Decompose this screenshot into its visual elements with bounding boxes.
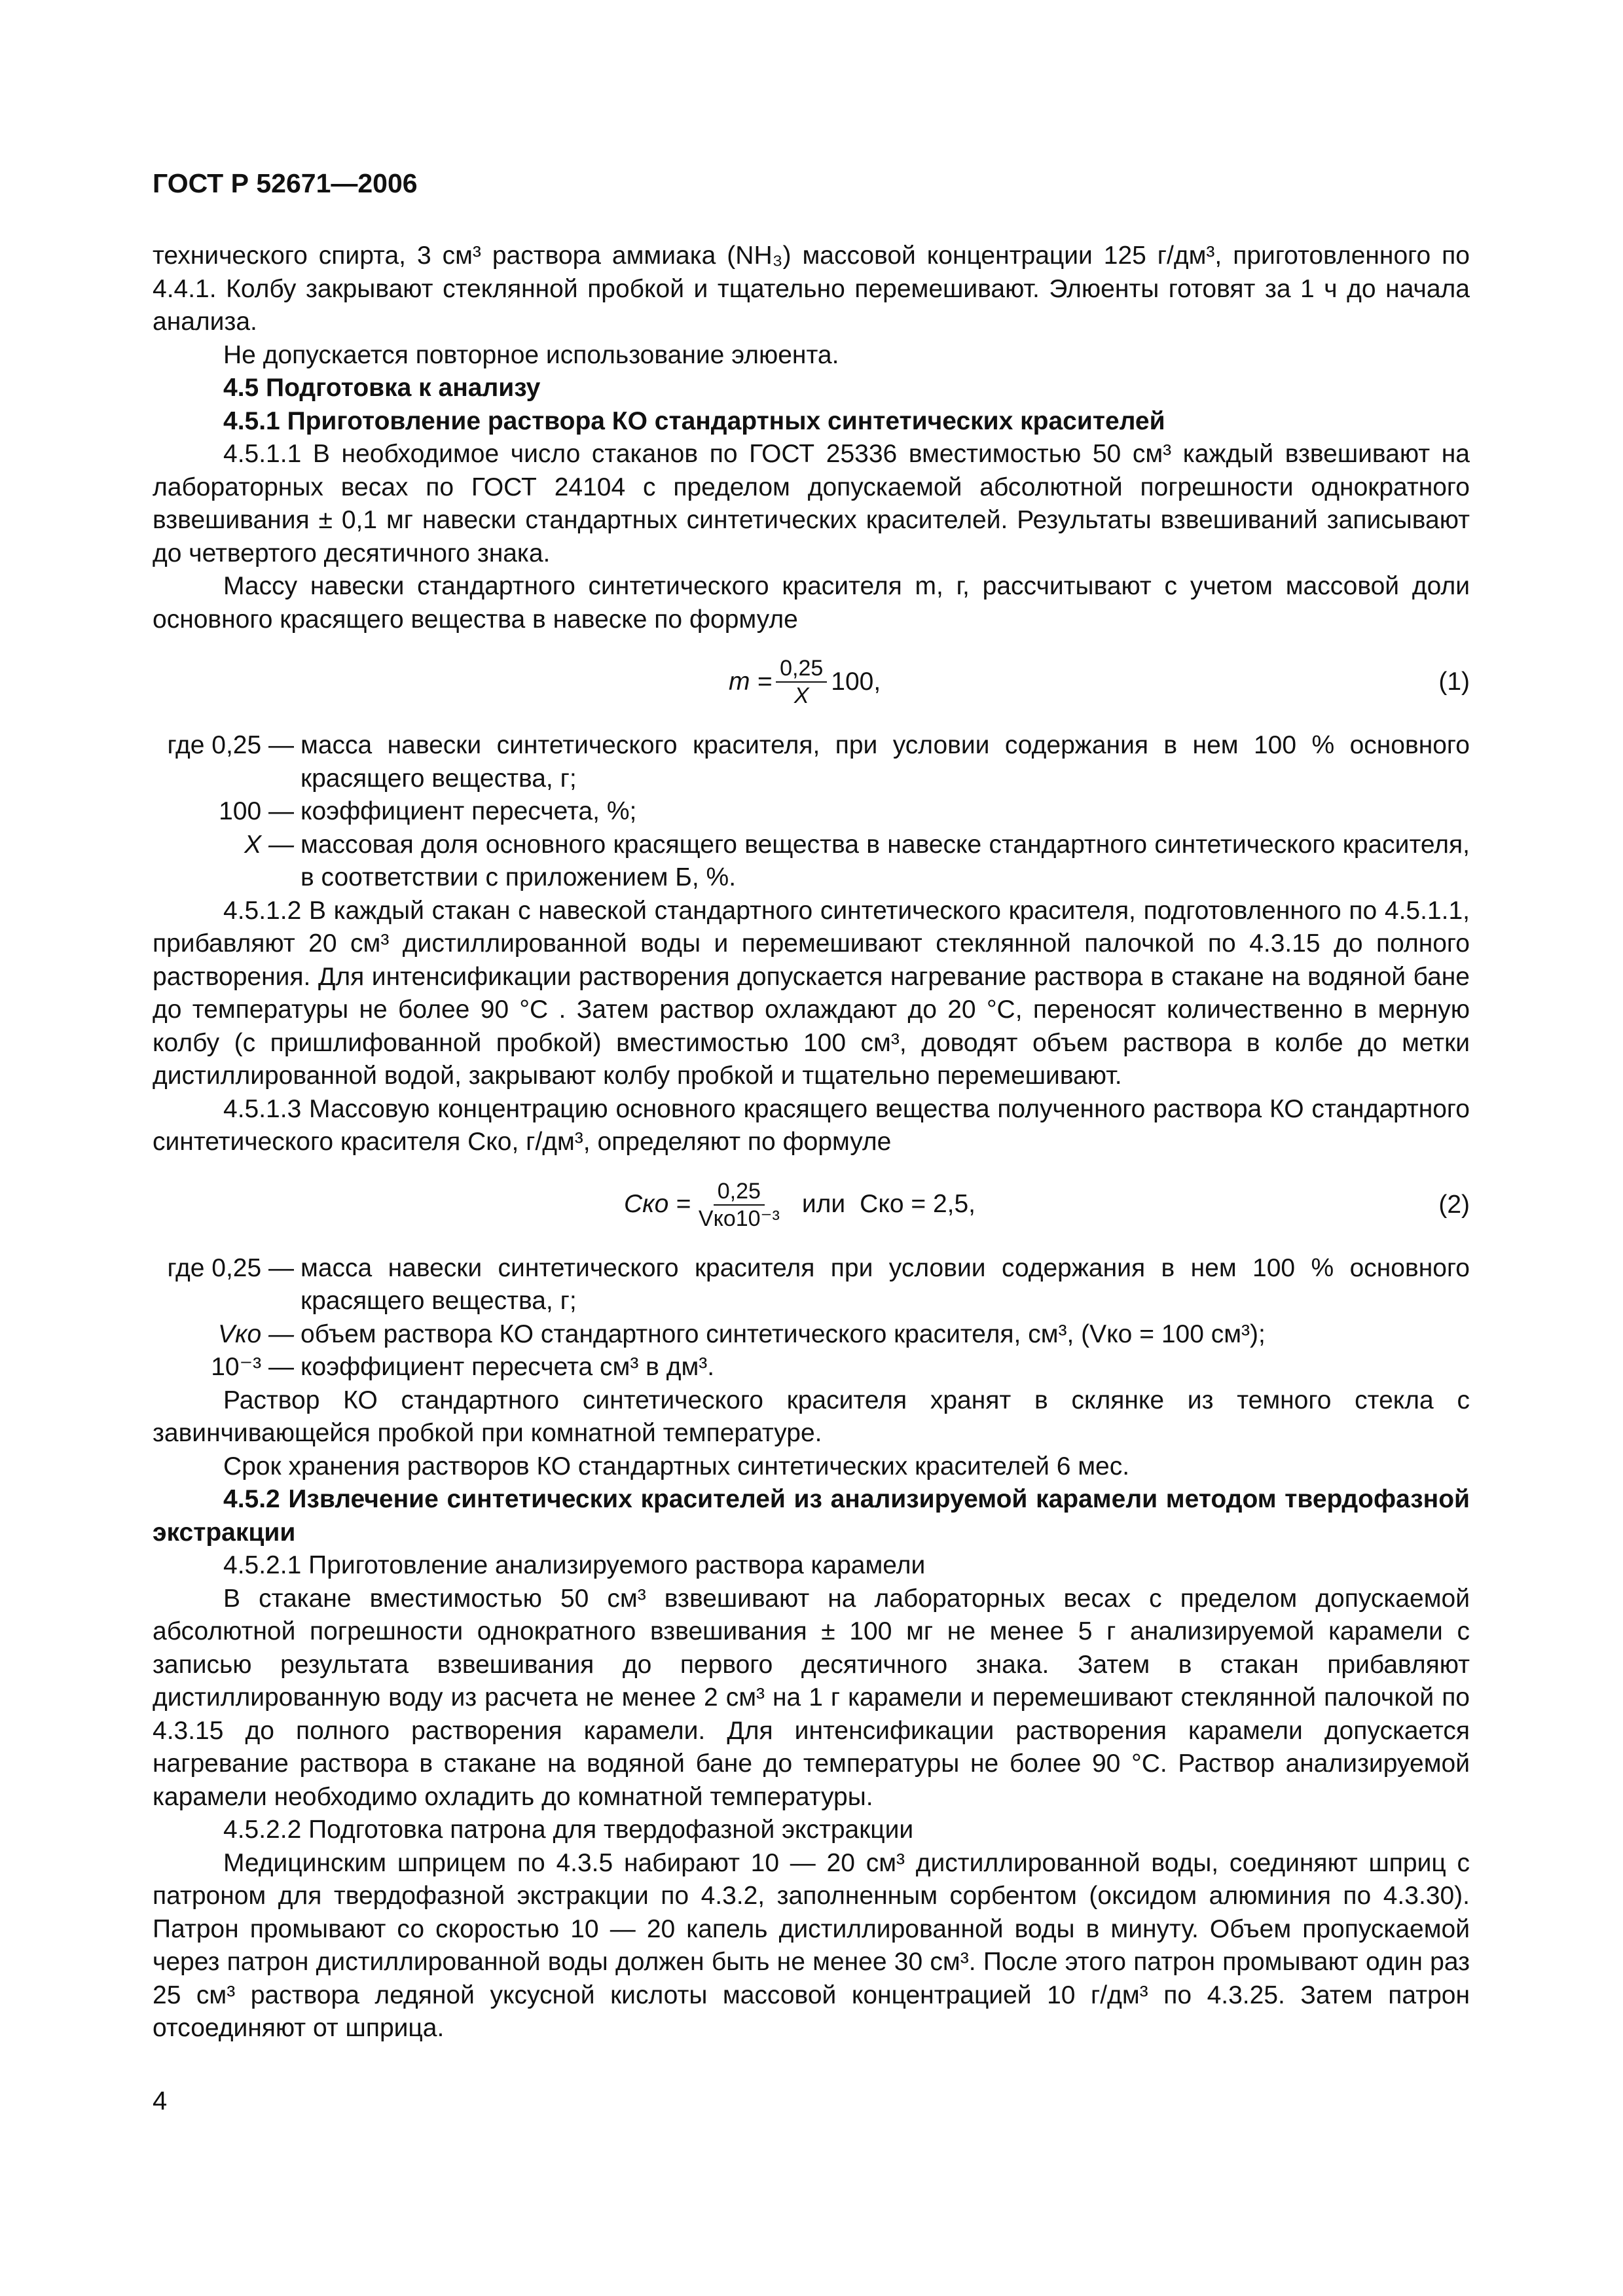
document-header: ГОСТ Р 52671—2006 [153,168,418,198]
formula-2-fraction [695,1178,784,1232]
where-list-1 [153,729,1470,895]
where-list-2 [153,1252,1470,1384]
where-1-desc-0: масса навески синтетического красителя, при условии содержания в нем 100 % основного красящего вещества, г; [301,731,1470,793]
formula-2-or: или [801,1190,846,1219]
formula-1-lhs: m = [729,667,773,696]
paragraph-eluent-prep: технического спирта, 3 см³ раствора аммиака (NH₃) массовой концентрации 125 г/дм³, приготовленного по 4.4.1. Колбу закрывают стеклянной пробкой и тщательно перемешивают. Элюенты готовят за 1 ч до начала анализа. [153,242,1470,336]
formula-2-lhs: Cко = [624,1190,691,1219]
where-1-desc-1: коэффициент пересчета, %; [301,797,637,825]
formula-2-number: (2) [1438,1190,1470,1219]
formula-2-denominator: Vко10⁻³ [698,1206,780,1231]
where-2-desc-1: объем раствора КО стандартного синтетического красителя, см³, (Vко = 100 см³); [301,1319,1266,1348]
where-1-symbol-0: где 0,25 — [167,731,294,759]
where-2-desc-0: масса навески синтетического красителя при условии содержания в нем 100 % основного красящего вещества, г; [301,1253,1470,1315]
formula-1-number: (1) [1438,668,1470,696]
paragraph-4-5-1-1: 4.5.1.1 В необходимое число стаканов по ГОСТ 25336 вместимостью 50 см³ каждый взвешивают на лабораторных весах по ГОСТ 24104 с пределом допускаемой абсолютной погрешности однократного взвешивания ± 0,1 мг навески стандартных синтетических красителей. Результаты взвешиваний записывают до четвертого десятичного знака. [153,440,1470,567]
heading-4-5-2-2: 4.5.2.2 Подготовка патрона для твердофазной экстракции [223,1816,914,1844]
formula-2-rhs: Cко = 2,5, [860,1190,976,1219]
formula-2-numerator: 0,25 [714,1178,765,1206]
heading-4-5-1: 4.5.1 Приготовление раствора КО стандартных синтетических красителей [223,406,1165,435]
formula-2 [153,1172,1470,1238]
formula-1-rest: 100, [831,667,881,696]
where-1-desc-2: массовая доля основного красящего вещества в навеске стандартного синтетического красителя, в соответствии с приложением Б, %. [301,830,1470,891]
paragraph-shelf-life: Срок хранения растворов КО стандартных синтетических красителей 6 мес. [223,1452,1130,1480]
document-body [153,240,1470,2045]
where-2-symbol-0: где 0,25 — [167,1253,294,1282]
page-number: 4 [153,2087,168,2115]
paragraph-eluent-reuse: Не допускается повторное использование элюента. [223,340,839,369]
where-1-symbol-1: 100 — [219,797,294,825]
formula-1 [153,649,1470,715]
heading-4-5-2: 4.5.2 Извлечение синтетических красителей из анализируемой карамели методом твердофазной экстракции [153,1485,1470,1547]
where-2-desc-2: коэффициент пересчета см³ в дм³. [301,1353,715,1381]
paragraph-4-5-1-3: 4.5.1.3 Массовую концентрацию основного красящего вещества полученного раствора КО стандартного синтетического красителя Cко, г/дм³, определяют по формуле [153,1094,1470,1156]
formula-1-numerator: 0,25 [776,655,827,683]
where-2-symbol-2: 10⁻³ — [211,1353,294,1381]
paragraph-4-5-2-1: В стакане вместимостью 50 см³ взвешивают на лабораторных весах с пределом допускаемой абсолютной погрешности однократного взвешивания ± 100 мг не менее 5 г анализируемой карамели с записью результата взвешивания до первого десятичного знака. Затем в стакан прибавляют дистиллированную воду из расчета не менее 2 см³ на 1 г карамели и перемешивают стеклянной палочкой по 4.3.15 до полного растворения карамели. Для интенсификации растворения карамели допускается нагревание раствора в стакане на водяной бане до температуры не более 90 °С. Раствор анализируемой карамели необходимо охладить до комнатной температуры. [153,1584,1470,1811]
paragraph-storage: Раствор КО стандартного синтетического красителя хранят в склянке из темного стекла с завинчивающейся пробкой при комнатной температуре. [153,1386,1470,1447]
formula-1-fraction [776,655,827,709]
heading-4-5-2-1: 4.5.2.1 Приготовление анализируемого раствора карамели [223,1551,926,1579]
formula-1-denominator: X [793,683,809,708]
paragraph-4-5-1-2: 4.5.1.2 В каждый стакан с навеской стандартного синтетического красителя, подготовленного по 4.5.1.1, прибавляют 20 см³ дистиллированной воды и перемешивают стеклянной палочкой по 4.3.15 до полного растворения. Для интенсификации растворения допускается нагревание раствора в стакане на водяной бане до температуры не более 90 °С . Затем раствор охлаждают до 20 °С, переносят количественно в мерную колбу (с пришлифованной пробкой) вместимостью 100 см³, доводят объем раствора в колбе до метки дистиллированной водой, закрывают колбу пробкой и тщательно перемешивают. [153,896,1470,1090]
heading-4-5: 4.5 Подготовка к анализу [223,374,541,402]
where-1-symbol-2: X — [244,830,294,859]
paragraph-mass-formula-intro: Массу навески стандартного синтетического красителя m, г, рассчитывают с учетом массовой доли основного красящего вещества в навеске по формуле [153,572,1470,634]
paragraph-4-5-2-2: Медицинским шприцем по 4.3.5 набирают 10 — 20 см³ дистиллированной воды, соединяют шприц с патроном для твердофазной экстракции по 4.3.2, заполненным сорбентом (оксидом алюминия по 4.3.30). Патрон промывают со скоростью 10 — 20 капель дистиллированной воды в минуту. Объем пропускаемой через патрон дистиллированной воды должен быть не менее 30 см³. После этого патрон промывают один раз 25 см³ раствора ледяной уксусной кислоты массовой концентрацией 10 г/дм³ по 4.3.25. Затем патрон отсоединяют от шприца. [153,1848,1470,2042]
where-2-symbol-1: Vко — [218,1319,294,1348]
